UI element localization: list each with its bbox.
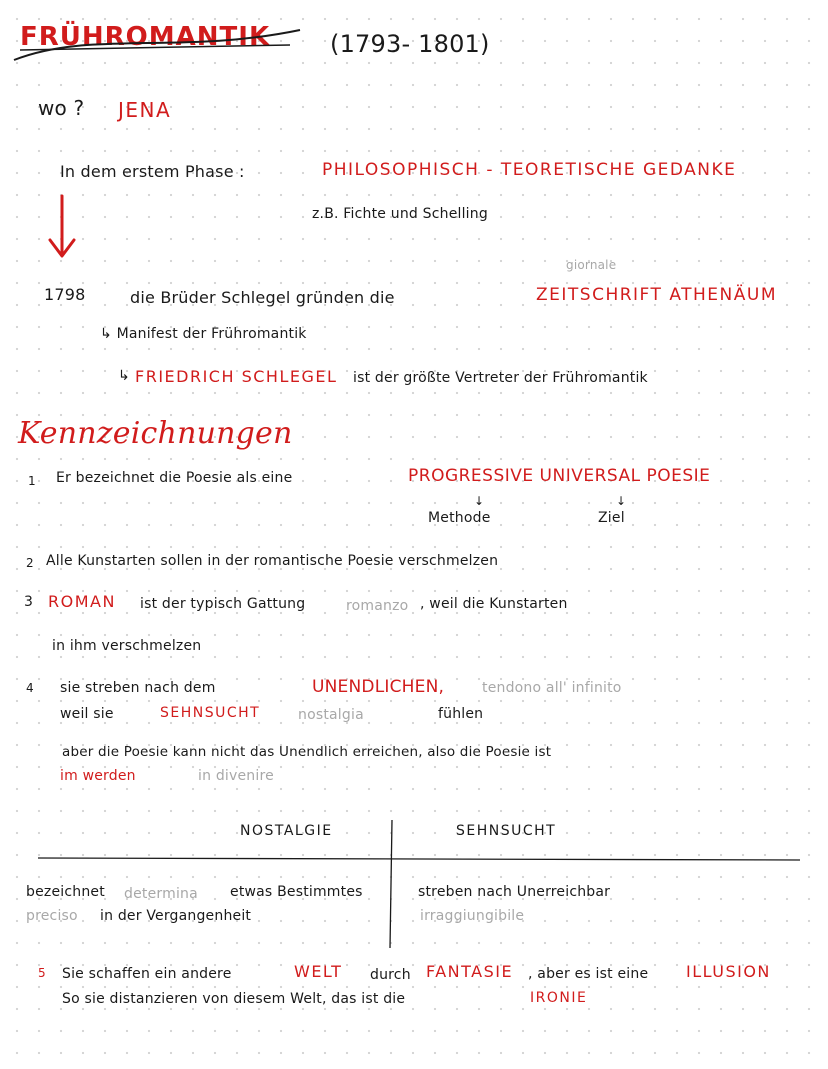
item-5-fantasie: FANTASIE	[426, 962, 514, 981]
zeitschrift-athenaeum: ZEITSCHRIFT ATHENÄUM	[536, 285, 777, 305]
item-4-nostalgia: nostalgia	[298, 707, 364, 723]
item-5-text: Sie schaffen ein andere	[62, 966, 232, 982]
note-methode: Methode	[428, 510, 491, 526]
table-col1-line2: in der Vergangenheit	[100, 908, 252, 924]
where-answer: JENA	[118, 98, 172, 122]
item-2-num: 2	[26, 556, 34, 570]
page-title: FRÜHROMANTIK	[20, 22, 271, 52]
item-2-text: Alle Kunstarten sollen in der romantische Poesie verschmelzen	[46, 553, 499, 569]
item-4-sehnsucht: SEHNSUCHT	[160, 705, 261, 721]
arrow-methode: ↓	[474, 494, 485, 508]
manifest-line: ↳ Manifest der Frühromantik	[100, 326, 307, 342]
vertreter-line: ist der größte Vertreter der Frühromantik	[353, 370, 648, 386]
item-3-num: 3	[24, 594, 34, 610]
table-horizontal-line	[38, 858, 800, 860]
item-4-in-divenire: in divenire	[198, 768, 274, 784]
item-3-text: ist der typisch Gattung	[140, 596, 306, 612]
item-5-illusion: ILLUSION	[686, 962, 771, 981]
item-4-highlight: UNENDLICHEN,	[312, 677, 445, 697]
table-vertical-line	[390, 820, 392, 948]
table-col2-header: SEHNSUCHT	[456, 823, 557, 839]
section-heading: Kennzeichnungen	[18, 416, 293, 451]
item-1-text: Er bezeichnet die Poesie als eine	[56, 470, 293, 486]
period: (1793- 1801)	[330, 30, 490, 58]
phase-example: z.B. Fichte und Schelling	[312, 206, 488, 222]
table-col1-grey2: preciso	[26, 908, 78, 924]
item-3-line2: in ihm verschmelzen	[52, 638, 202, 654]
item-4-num: 4	[26, 681, 34, 695]
phase-intro: In dem erstem Phase :	[60, 162, 245, 181]
item-3-grey: romanzo	[346, 598, 409, 614]
item-4-im-werden: im werden	[60, 768, 136, 784]
where-question: wo ?	[38, 96, 85, 120]
item-5-welt: WELT	[294, 962, 343, 981]
table-col2-line1: streben nach Unerreichbar	[418, 884, 611, 900]
item-3-highlight: ROMAN	[48, 592, 116, 611]
year-1798: 1798	[44, 285, 86, 304]
annotation-giornale: giornale	[566, 258, 617, 272]
item-4-grey: tendono all' infinito	[482, 680, 622, 696]
item-1-num: 1	[28, 474, 36, 488]
note-ziel: Ziel	[598, 510, 625, 526]
item-4-text: sie streben nach dem	[60, 680, 216, 696]
item-4-line3: aber die Poesie kann nicht das Unendlich erreichen, also die Poesie ist	[62, 744, 552, 760]
item-5-durch: durch	[370, 967, 411, 983]
item-5-line2: So sie distanzieren von diesem Welt, das ist die	[62, 991, 406, 1007]
item-5-text3: , aber es ist eine	[528, 966, 649, 982]
item-3-text2: , weil die Kunstarten	[420, 596, 568, 612]
item-5-num: 5	[38, 966, 46, 980]
year-1798-text: die Brüder Schlegel gründen die	[130, 288, 395, 307]
item-1-highlight: PROGRESSIVE UNIVERSAL POESIE	[408, 466, 711, 486]
item-5-ironie: IRONIE	[530, 990, 588, 1006]
table-col1-line1b: etwas Bestimmtes	[230, 884, 363, 900]
table-col2-grey: irraggiungibile	[420, 908, 525, 924]
table-col1-line1: bezeichnet	[26, 884, 105, 900]
phase-topic: PHILOSOPHISCH - TEORETISCHE GEDANKE	[322, 160, 737, 180]
item-4-line2-text: weil sie	[60, 706, 114, 722]
sub-arrow: ↳	[118, 368, 130, 384]
red-arrow-icon	[50, 196, 74, 256]
arrow-ziel: ↓	[616, 494, 627, 508]
table-col1-header: NOSTALGIE	[240, 823, 333, 839]
table-col1-grey1: determina	[124, 886, 198, 902]
friedrich-schlegel: FRIEDRICH SCHLEGEL	[135, 367, 338, 386]
item-4-fuehlen: fühlen	[438, 706, 484, 722]
